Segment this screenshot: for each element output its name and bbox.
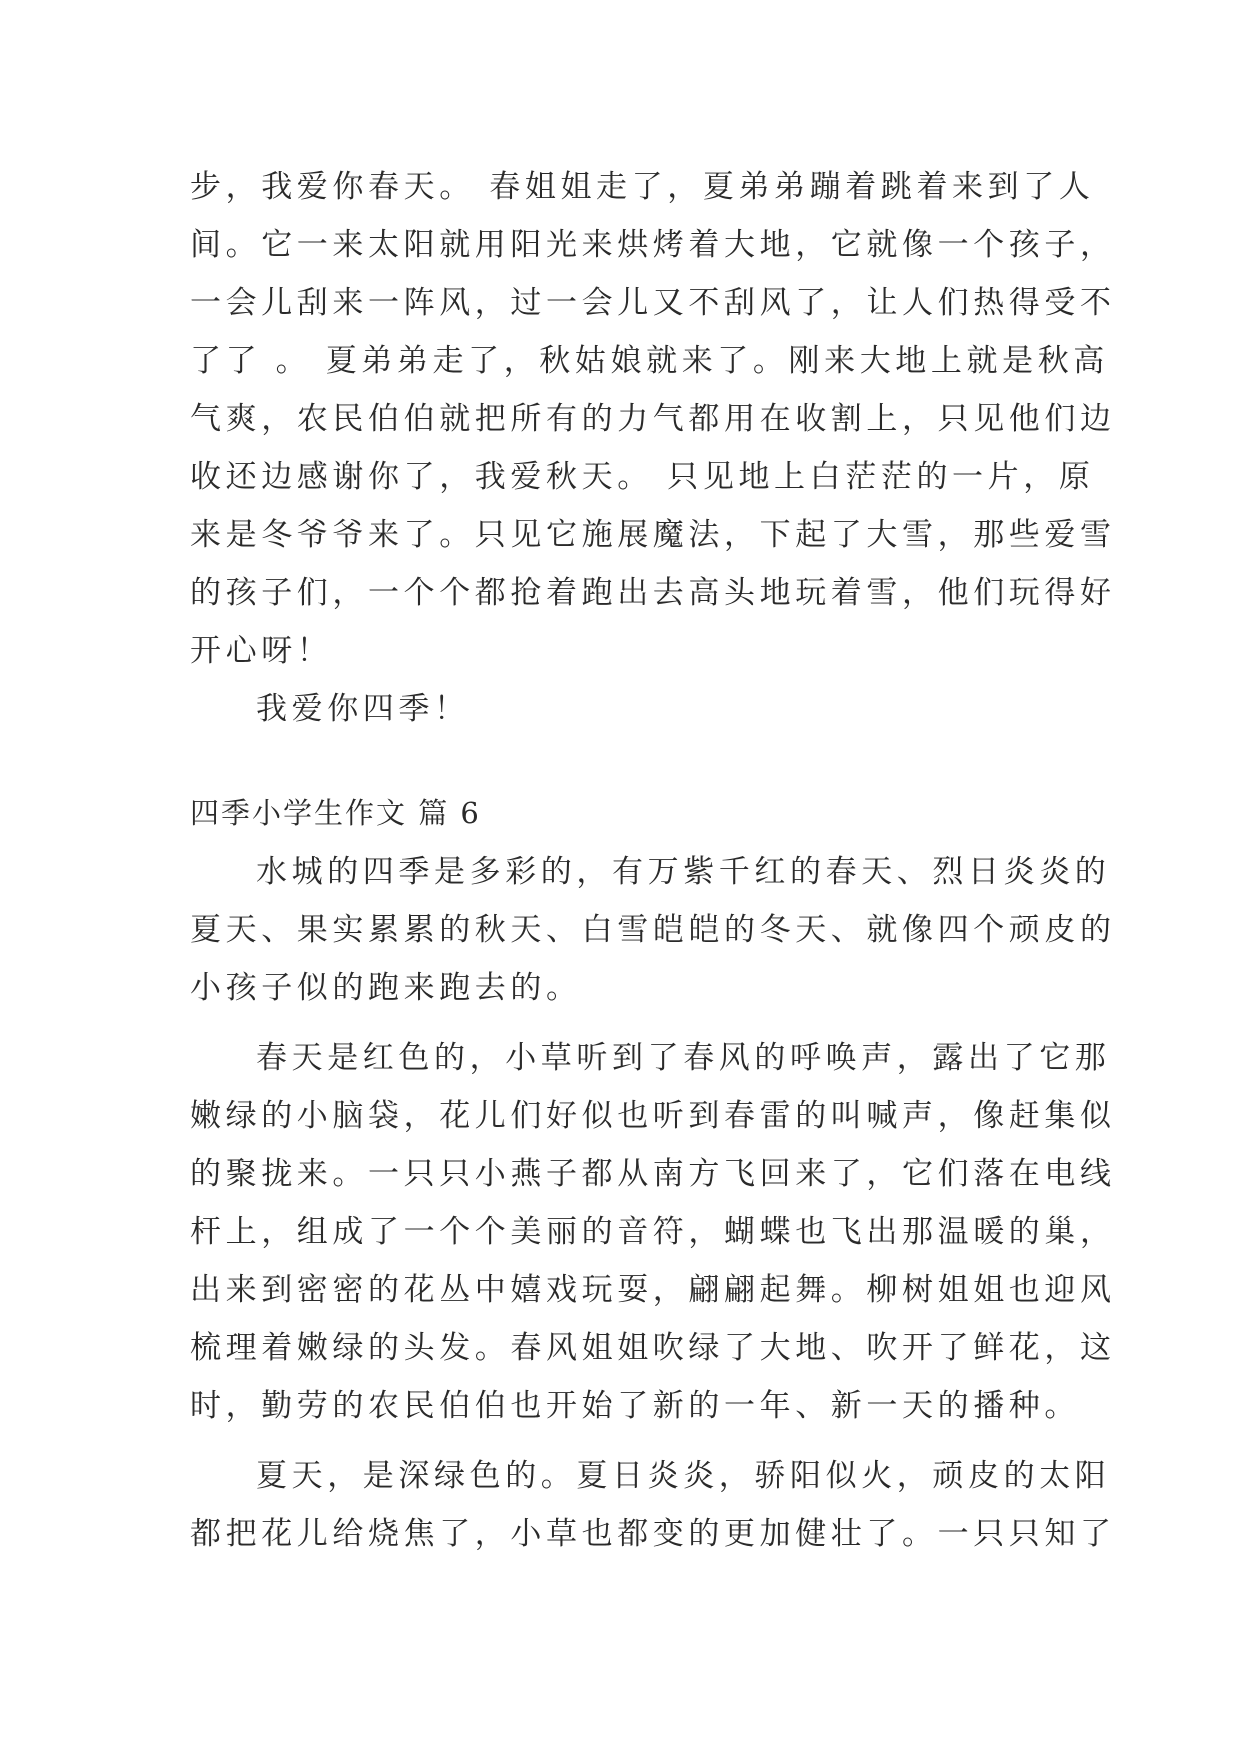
text-line: 小孩子似的跑来跑去的。 xyxy=(190,970,582,1006)
text-line: 了了 。 夏弟弟走了，秋姑娘就来了。刚来大地上就是秋高 xyxy=(190,343,1109,379)
text-line: 嫩绿的小脑袋，花儿们好似也听到春雷的叫喊声，像赶集似 xyxy=(190,1098,1116,1134)
text-line: 时，勤劳的农民伯伯也开始了新的一年、新一天的播种。 xyxy=(190,1388,1080,1424)
text-line: 春天是红色的，小草听到了春风的呼唤声，露出了它那 xyxy=(256,1040,1111,1076)
text-line: 夏天，是深绿色的。夏日炎炎，骄阳似火，顽皮的太阳 xyxy=(256,1458,1111,1494)
text-line: 气爽，农民伯伯就把所有的力气都用在收割上，只见他们边 xyxy=(190,401,1116,437)
text-line: 收还边感谢你了，我爱秋天。 只见地上白茫茫的一片，原 xyxy=(190,459,1095,495)
text-line: 水城的四季是多彩的，有万紫千红的春天、烈日炎炎的 xyxy=(256,854,1111,890)
text-line: 来是冬爷爷来了。只见它施展魔法，下起了大雪，那些爱雪 xyxy=(190,517,1116,553)
section-heading: 四季小学生作文 篇 6 xyxy=(190,796,481,830)
text-line: 出来到密密的花丛中嬉戏玩耍，翩翩起舞。柳树姐姐也迎风 xyxy=(190,1272,1116,1308)
text-line: 步，我爱你春天。 春姐姐走了，夏弟弟蹦着跳着来到了人 xyxy=(190,169,1095,205)
text-line: 的聚拢来。一只只小燕子都从南方飞回来了，它们落在电线 xyxy=(190,1156,1116,1192)
text-line: 梳理着嫩绿的头发。春风姐姐吹绿了大地、吹开了鲜花，这 xyxy=(190,1330,1116,1366)
text-line: 杆上，组成了一个个美丽的音符，蝴蝶也飞出那温暖的巢， xyxy=(190,1214,1116,1250)
text-line: 间。它一来太阳就用阳光来烘烤着大地，它就像一个孩子， xyxy=(190,227,1116,263)
text-line: 开心呀！ xyxy=(190,633,333,669)
text-line: 夏天、果实累累的秋天、白雪皑皑的冬天、就像四个顽皮的 xyxy=(190,912,1116,948)
text-line: 的孩子们，一个个都抢着跑出去高头地玩着雪，他们玩得好 xyxy=(190,575,1116,611)
text-line: 我爱你四季！ xyxy=(256,691,470,727)
text-line: 一会儿刮来一阵风，过一会儿又不刮风了，让人们热得受不 xyxy=(190,285,1116,321)
text-line: 都把花儿给烧焦了，小草也都变的更加健壮了。一只只知了 xyxy=(190,1516,1116,1552)
